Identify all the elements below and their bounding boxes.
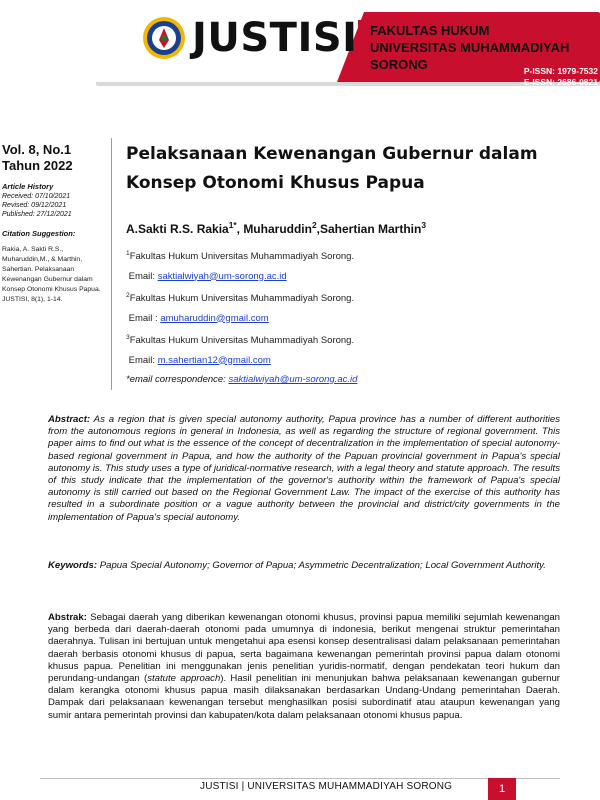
issn-block: [524, 66, 598, 88]
author-1: A.Sakti R.S. Rakia: [126, 222, 229, 236]
sidebar-divider: [111, 138, 112, 390]
affiliations: [126, 244, 354, 370]
author-3: Sahertian Marthin: [319, 222, 422, 236]
email-1-link[interactable]: saktialwiyah@um-sorong.ac.id: [157, 270, 287, 282]
affiliation-2: $^2$Fakultas Hukum Universitas Muhammadiyah Sorong.: [126, 291, 355, 305]
faculty-line-1: FAKULTAS HUKUM: [370, 23, 490, 38]
history-title: Article History: [2, 182, 54, 191]
pissn: P-ISSN: 1979-7532: [523, 66, 598, 76]
abstract-label: Abstract:: [48, 414, 91, 425]
email-3-link[interactable]: m.sahertian12@gmail.com: [157, 354, 271, 366]
affiliation-3-text: Fakultas Hukum Universitas Muhammadiyah Sorong.: [129, 335, 355, 347]
email-2-row: [126, 309, 354, 328]
title-line-1: Pelaksanaan Kewenangan Gubernur dalam: [126, 144, 538, 164]
keywords-label: Keywords:: [48, 560, 98, 571]
eissn: E-ISSN: 2686-0821: [523, 77, 598, 87]
email-1-row: [126, 267, 354, 286]
faculty-line-2: UNIVERSITAS MUHAMMADIYAH SORONG: [370, 40, 570, 72]
journal-header: [92, 8, 600, 94]
published-date: Published: 27/12/2021: [2, 211, 72, 218]
citation-title: Citation Suggestion:: [2, 229, 76, 238]
affiliation-1-text: Fakultas Hukum Universitas Muhammadiyah Sorong.: [129, 251, 355, 263]
abstrak-text-1: Sebagai daerah yang diberikan kewenangan otonomi khusus, provinsi papua memiliki sejumlah kewenangan yang berbeda dari daerah-daerah otonomi pada umumnya di indonesia, berikut mengenai struktur pemerintahan daerahnya. Tulisan ini bertujuan untuk mengetahui apa esensi konsep desentralisasi dalam pelaksanaan pemerintahan daerah berbasis otonomi khusus di papua, serta bagaimana kewenangan pemerintah provinsi papua dalam otonomi khusus papua. Penelitian ini menggunakan jenis penelitian yuridis-normatif, dengan pendekatan teori hukum dan perundang-undangan (: [48, 612, 561, 685]
citation-text: Rakia, A. Sakti R.S., Muharuddin,M., & Marthin, Sahertian. Pelaksanaan Kewenangan Gubernur dalam Konsep Otonomi Khusus Papua. JUSTISI, 8(1), 1-14.: [2, 246, 101, 303]
email-1-label: Email:: [128, 270, 156, 282]
abstrak-statute: statute approach: [147, 673, 221, 685]
received-date: Received: 07/10/2021: [2, 193, 71, 200]
author-3-sup: 3: [421, 220, 427, 230]
abstract-indonesian: [48, 612, 560, 722]
email-2-link[interactable]: amuharuddin@gmail.com: [160, 312, 269, 324]
email-2-label: Email :: [128, 312, 158, 324]
abstract-text: As a region that is given special autonomy authority, Papua province has a number of different authorities from the autonomous regions in general in Indonesia, as well as regarding the structure of regional government. This paper aims to find out what is the essence of the concept of decentralization in the implementation of special autonomy-based regional government in Papua, and how the authority of the Papuan provincial government in Papua's special autonomy is. This study uses a type of juridical-normative research, with a legal theory and statute approach. The results of this study indicate that the implementation of the governor's authority within the framework of Papua's special autonomy is still carried out based on the Regional Government Law. The impact of the exercise of this authority has resulted in a subordinate position or a vague authority between the provincial and district/city governments in the implementation of Papua's special autonomy.: [48, 414, 560, 523]
page-number: 1: [488, 778, 516, 800]
banner-divider: [358, 20, 361, 66]
article-title: [126, 140, 566, 198]
author-list: A.Sakti R.S. Rakia$^{1*}$, Muharuddin$^2$,Sahertian Marthin$^3$: [126, 220, 427, 236]
keywords: [48, 560, 560, 572]
email-3-label: Email:: [128, 354, 156, 366]
author-2: Muharuddin: [243, 222, 312, 236]
revised-date: Revised: 09/12/2021: [2, 202, 67, 209]
correspondence-label: *email correspondence:: [126, 374, 226, 385]
author-1-sup: 1*: [228, 220, 237, 230]
university-logo-icon: [142, 16, 186, 60]
keywords-text: Papua Special Autonomy; Governor of Papua; Asymmetric Decentralization; Local Government Authority.: [99, 560, 546, 571]
abstrak-text-2: ). Hasil penelitian ini menunjukan bahwa pelaksanaan kewenangan gubernur dalam kerangka otonomi khusus papua masih dilaksanakan berdasarkan Undang-Undang pemerintahan Daerah. Dampak dari pelaksanaan kewenangan tersebut menghasilkan posisi subordinatif atau ataupun kewenangan yang sumir antara pemerintah provinsi dan kabupaten/kota dalam pelaksanaan otonomi khusus papua.: [48, 673, 560, 721]
correspondence: [126, 374, 357, 385]
title-line-2: Konsep Otonomi Khusus Papua: [126, 173, 425, 193]
affiliation-2-text: Fakultas Hukum Universitas Muhammadiyah Sorong.: [129, 293, 355, 305]
affiliation-1: $^1$Fakultas Hukum Universitas Muhammadiyah Sorong.: [126, 250, 355, 263]
affiliation-3: $^3$Fakultas Hukum Universitas Muhammadiyah Sorong.: [126, 333, 355, 347]
volume-year: Tahun 2022: [2, 158, 73, 173]
abstract-english: [48, 414, 560, 524]
article-sidebar: [2, 142, 112, 305]
footer-rule: [40, 778, 560, 779]
abstrak-label: Abstrak:: [48, 612, 87, 623]
volume-number: Vol. 8, No.1: [2, 142, 72, 157]
journal-brand: JUSTISI: [192, 15, 358, 61]
footer-text: JUSTISI | UNIVERSITAS MUHAMMADIYAH SORONG: [200, 781, 453, 792]
author-2-sup: 2: [311, 220, 317, 230]
email-3-row: [126, 351, 354, 370]
correspondence-email-link[interactable]: saktialwiyah@um-sorong.ac.id: [228, 374, 358, 385]
